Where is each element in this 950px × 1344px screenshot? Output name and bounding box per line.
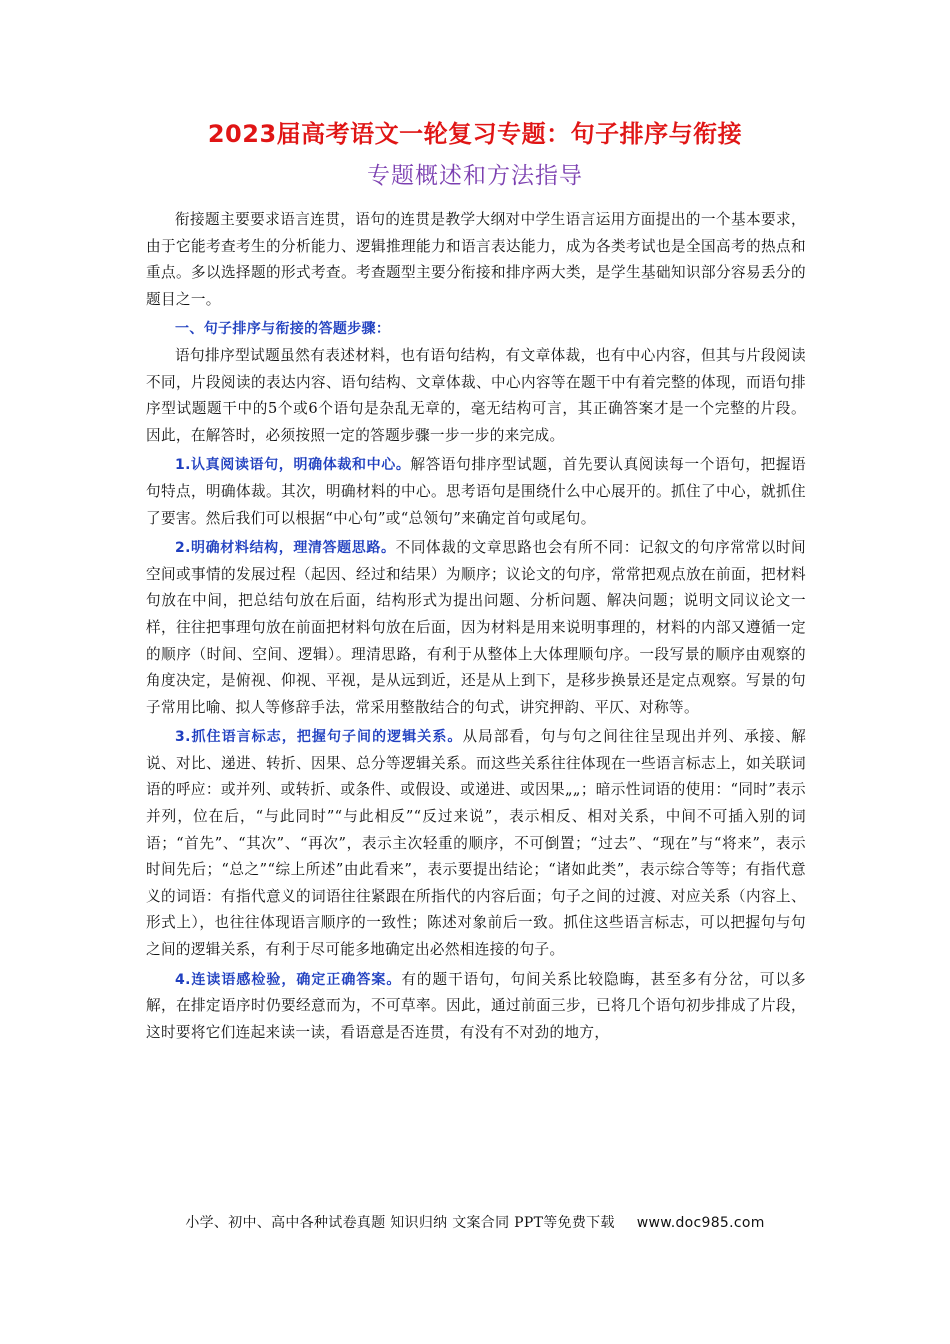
step-1-lead: 1.认真阅读语句，明确体裁和中心。: [175, 457, 411, 474]
document-subtitle: 专题概述和方法指导: [367, 163, 583, 189]
step-4-lead: 4.连读语感检验，确定正确答案。: [175, 971, 402, 988]
page-footer: [0, 1212, 950, 1232]
step-4-paragraph: [146, 967, 806, 1047]
step-1-paragraph: [146, 452, 806, 532]
section-heading: 一、句子排序与衔接的答题步骤：: [175, 321, 391, 338]
step-4-text: 有的题干语句，句间关系比较隐晦，甚至多有分岔，可以多解，在排定语序时仍要经意而为，不可草率。因此，通过前面三步，已将几个语句初步排成了片段，这时要将它们连起来读一读，看语意是否连贯，有没有不对劲的地方，: [146, 970, 806, 1041]
step-1-text: 解答语句排序型试题，首先要认真阅读每一个语句，把握语句特点，明确体裁。其次，明确材料的中心。思考语句是围绕什么中心展开的。抓住了中心，就抓住了要害。然后我们可以根据“中心句”或“总领句”来确定首句或尾句。: [146, 456, 806, 527]
section-paragraph: 语句排序型试题虽然有表述材料，也有语句结构，有文章体裁，也有中心内容，但其与片段阅读不同，片段阅读的表达内容、语句结构、文章体裁、中心内容等在题干中有着完整的体现，而语句排序型试题题干中的5个或6个语句是杂乱无章的，毫无结构可言，其正确答案才是一个完整的片段。因此，在解答时，必须按照一定的答题步骤一步一步的来完成。: [146, 346, 806, 444]
step-3-text: 从局部看，句与句之间往往呈现出并列、承接、解说、对比、递进、转折、因果、总分等逻辑关系。而这些关系往往体现在一些语言标志上，如关联词语的呼应：或并列、或转折、或条件、或假设、或递进、或因果„„；暗示性词语的使用：“同时”表示并列，位在后，“与此同时”“与此相反”“反过来说”，表示相反、相对关系，中间不可插入别的词语；“首先”、“其次”、“再次”，表示主次轻重的顺序，不可倒置；“过去”、“现在”与“将来”，表示时间先后；“总之”“综上所述”由此看来”，表示要提出结论；“诸如此类”，表示综合等等；有指代意义的词语：有指代意义的词语往往紧跟在所指代的内容后面；句子之间的过渡、对应关系（内容上、形式上），也往往体现语言顺序的一致性；陈述对象前后一致。抓住这些语言标志，可以把握句与句之间的逻辑关系，有利于尽可能多地确定出必然相连接的句子。: [146, 728, 807, 959]
step-2-text: 不同体裁的文章思路也会有所不同：记叙文的句序常常以时间空间或事情的发展过程（起因、经过和结果）为顺序；议论文的句序，常常把观点放在前面，把材料句放在中间，把总结句放在后面，结构形式为提出问题、分析问题、解决问题；说明文同议论文一样，往往把事理句放在前面把材料句放在后面，因为材料是用来说明事理的，材料的内部又遵循一定的顺序（时间、空间、逻辑）。理清思路，有利于从整体上大体理顺句序。一段写景的顺序由观察的角度决定，是俯视、仰视、平视，是从远到近，还是从上到下，是移步换景还是定点观察。写景的句子常用比喻、拟人等修辞手法，常采用整散结合的句式，讲究押韵、平仄、对称等。: [146, 539, 807, 716]
footer-text: 小学、初中、高中各种试卷真题 知识归纳 文案合同 PPT等免费下载: [185, 1215, 615, 1231]
step-3-paragraph: [146, 724, 806, 963]
step-2-lead: 2.明确材料结构，理清答题思路。: [175, 540, 396, 557]
document-body: [146, 207, 806, 1046]
intro-paragraph: 衔接题主要要求语言连贯，语句的连贯是教学大纲对中学生语言运用方面提出的一个基本要求，由于它能考查考生的分析能力、逻辑推理能力和语言表达能力，成为各类考试也是全国高考的热点和重点。多以选择题的形式考查。考查题型主要分衔接和排序两大类，是学生基础知识部分容易丢分的题目之一。: [146, 211, 806, 308]
step-2-paragraph: [146, 535, 806, 721]
document-title: 2023届高考语文一轮复习专题：句子排序与衔接: [207, 120, 743, 148]
footer-site-link[interactable]: www.doc985.com: [636, 1215, 765, 1231]
step-3-lead: 3.抓住语言标志，把握句子间的逻辑关系。: [175, 729, 463, 746]
